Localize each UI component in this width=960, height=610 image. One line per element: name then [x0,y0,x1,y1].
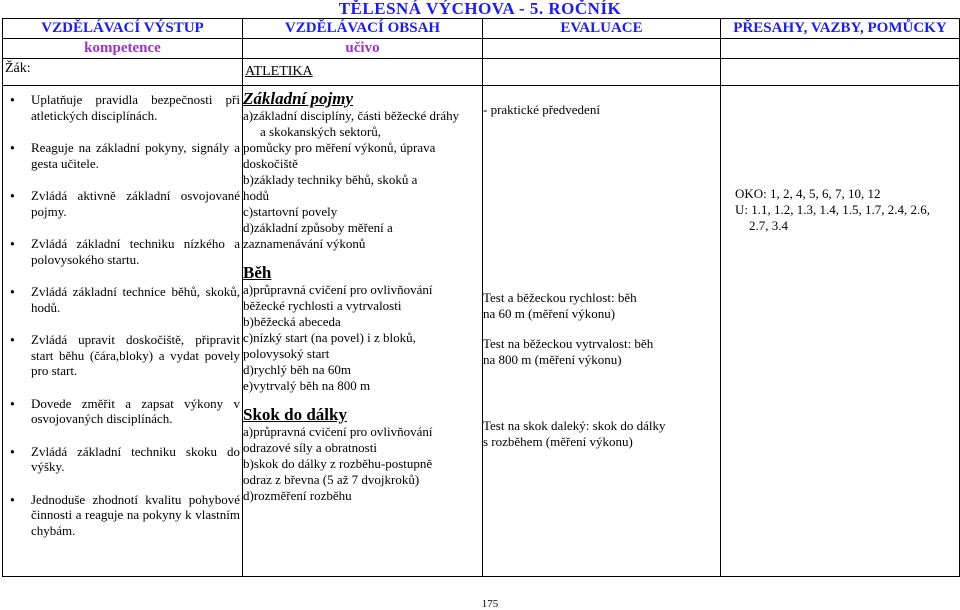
evaluation-item: Test a běžeckou rychlost: běh [483,290,637,305]
subheader-curriculum: učivo [243,39,483,59]
header-evaluation: EVALUACE [483,19,721,39]
content-line: zaznamenávání výkonů [243,236,366,251]
evaluation-cell [483,86,721,577]
content-line: b)běžecká abeceda [243,314,341,329]
header-outcome: VZDĚLÁVACÍ VÝSTUP [3,19,243,39]
content-line: doskočiště [243,156,298,171]
list-item: ● Dovede změřit a zapsat výkony v osvojovaných disciplínách. [31,396,240,427]
links-oko: OKO: 1, 2, 4, 5, 6, 7, 10, 12 [735,186,881,201]
evaluation-item: Test na skok daleký: skok do dálky [483,418,666,433]
content-line: běžecké rychlosti a vytrvalosti [243,298,402,313]
content-line: hodů [243,188,269,203]
content-line: pomůcky pro měření výkonů, úprava [243,140,436,155]
list-item: ● Uplatňuje pravidla bezpečnosti při atletických disciplínách. [31,92,240,123]
evaluation-item: - praktické předvedení [483,102,600,117]
section-heading: Základní pojmy [243,89,354,108]
list-item: ● Zvládá základní technice běhů, skoků, hodů. [31,284,240,315]
links-u-cont: 2.7, 3.4 [749,218,788,233]
evaluation-item: s rozběhem (měření výkonu) [483,434,633,449]
content-line: c)nízký start (na povel) i z bloků, [243,330,416,345]
content-line: d)základní způsoby měření a [243,220,393,235]
page-number: 175 [481,598,499,610]
content-line: a)průpravná cvičení pro ovlivňování [243,424,433,439]
evaluation-item: na 60 m (měření výkonu) [483,306,616,321]
page-title: TĚLESNÁ VÝCHOVA - 5. ROČNÍK [338,0,622,18]
curriculum-table [2,18,960,577]
content-row [3,86,960,577]
section-heading: Běh [243,263,272,282]
competence-cell [3,86,243,577]
content-line: a)průpravná cvičení pro ovlivňování [243,282,433,297]
content-line: odraz z břevna (5 až 7 dvojkroků) [243,472,420,487]
topic-label: ATLETIKA [243,59,483,86]
evaluation-item: Test na běžeckou vytrvalost: běh [483,336,654,351]
list-item: ● Zvládá základní techniku skoku do výšky. [31,444,240,475]
header-content: VZDĚLÁVACÍ OBSAH [243,19,483,39]
subheader-row [3,39,960,59]
subheader-competence: kompetence [3,39,243,59]
section-heading: Skok do dálky [243,405,347,424]
content-line: e)vytrvalý běh na 800 m [243,378,371,393]
links-cell [721,86,960,577]
content-line: a skokanských sektorů, [260,124,381,139]
content-line: polovysoký start [243,346,330,361]
list-item: ● Reaguje na základní pokyny, signály a gesta učitele. [31,140,240,171]
content-line: b)základy techniky běhů, skoků a [243,172,418,187]
evaluation-item: na 800 m (měření výkonu) [483,352,622,367]
links-u: U: 1.1, 1.2, 1.3, 1.4, 1.5, 1.7, 2.4, 2.6, [735,202,930,217]
list-item: ● Zvládá upravit doskočiště, připravit start běhu (čára,bloky) a vydat povely pro start. [31,332,240,379]
list-item: ● Zvládá základní techniku nízkého a polovysokého startu. [31,236,240,267]
content-line: d)rozměření rozběhu [243,488,352,503]
list-item: ● Zvládá aktivně základní osvojované pojmy. [31,188,240,219]
content-line: a)základní disciplíny, části běžecké dráhy [243,108,460,123]
topic-row [3,59,960,86]
content-cell [243,86,483,577]
content-line: b)skok do dálky z rozběhu-postupně [243,456,433,471]
content-line: d)rychlý běh na 60m [243,362,351,377]
competence-list [3,92,242,538]
list-item: ● Jednoduše zhodnotí kvalitu pohybové činnosti a reaguje na pokyny k vlastním chybám. [31,492,240,539]
pupil-label: Žák: [3,59,243,86]
header-row [3,19,960,39]
content-line: c)startovní povely [243,204,338,219]
header-links: PŘESAHY, VAZBY, POMŮCKY [721,19,960,39]
content-line: odrazové síly a obratnosti [243,440,377,455]
